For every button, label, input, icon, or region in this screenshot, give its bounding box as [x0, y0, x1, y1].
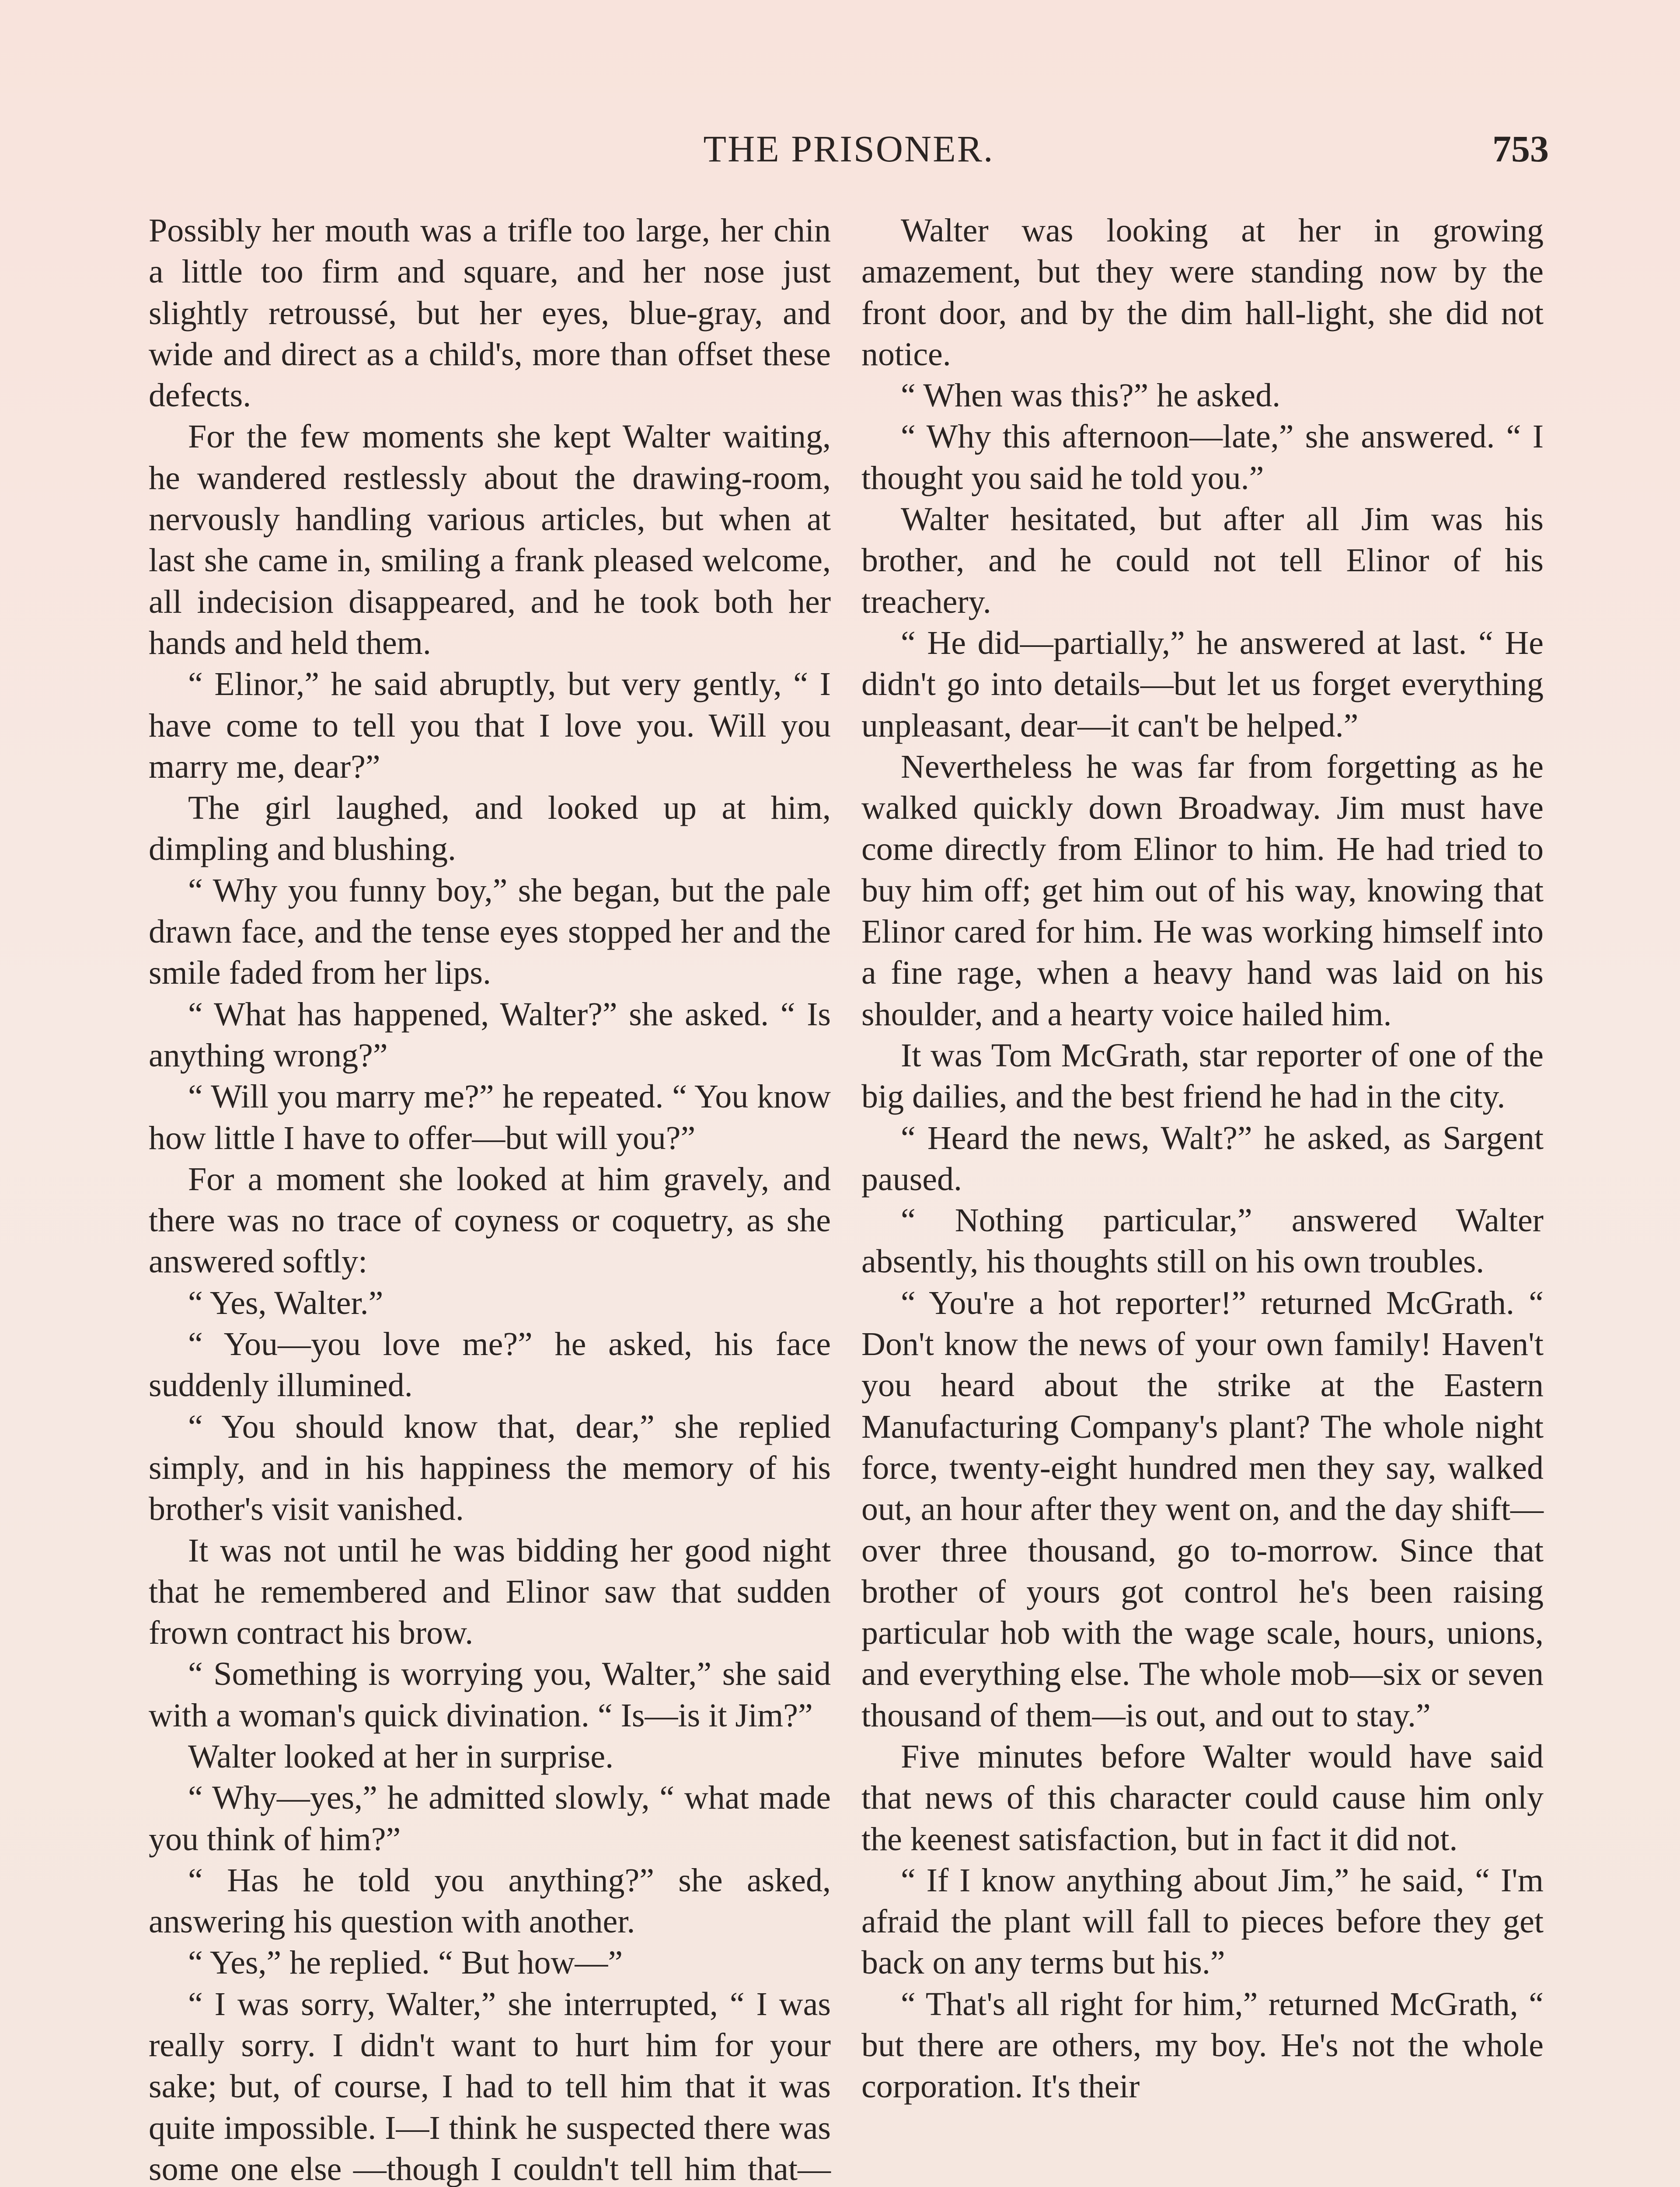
paragraph: “ That's all right for him,” returned McGrath, “ but there are others, my boy. He's not the whole corporation. It's their — [861, 1985, 1544, 2105]
paragraph: “ When was this?” he asked. — [901, 377, 1281, 414]
page-number: 753 — [1492, 128, 1549, 170]
paragraph: “ What has happened, Walter?” she asked. “ Is anything wrong?” — [149, 996, 831, 1074]
paragraph: The girl laughed, and looked up at him, dimpling and blushing. — [149, 790, 831, 868]
paragraph: Walter hesitated, but after all Jim was his brother, and he could not tell Elinor of his treachery. — [861, 501, 1544, 620]
paragraph: “ You're a hot reporter!” returned McGrath. “ Don't know the news of your own family! Haven't you heard about the strike at the Eastern Manufacturing Company's plant? The whole night force, twenty-eight hundred men they say, walked out, an hour after they went on, and the day shift—over three thousand, go to-morrow. Since that brother of yours got control he's been raising particular hob with the wage scale, hours, unions, and everything else. The whole mob—six or seven thousand of them—is out, and out to stay.” — [861, 1284, 1544, 1734]
paragraph: “ Will you marry me?” he repeated. “ You know how little I have to offer—but will you?” — [149, 1078, 831, 1156]
paragraph: For the few moments she kept Walter waiting, he wandered restlessly about the drawing-room, nervously handling various articles, but when at last she came in, smiling a frank pleased welcome, all indecision disappeared, and he took both her hands and held them. — [149, 418, 831, 661]
paragraph: “ He did—partially,” he answered at last. “ He didn't go into details—but let us forget everything unpleasant, dear—it can't be helped.” — [861, 624, 1544, 744]
paragraph: “ Something is worrying you, Walter,” she said with a woman's quick divination. “ Is—is it Jim?” — [149, 1656, 831, 1734]
paragraph: It was not until he was bidding her good night that he remembered and Elinor saw that sudden frown contract his brow. — [149, 1532, 831, 1652]
paragraph: Possibly her mouth was a trifle too large, her chin a little too firm and square, and her nose just slightly retroussé, but her eyes, blue-gray, and wide and direct as a child's, more than offset these defects. — [149, 212, 831, 414]
paragraph: “ You—you love me?” he asked, his face suddenly illumined. — [149, 1326, 831, 1404]
paragraph: “ Has he told you anything?” she asked, answering his question with another. — [149, 1862, 831, 1940]
paragraph: Nevertheless he was far from forgetting as he walked quickly down Broadway. Jim must have come directly from Elinor to him. He had tried to buy him off; get him out of his way, knowing that Elinor cared for him. He was working himself into a fine rage, when a heavy hand was laid on his shoulder, and a hearty voice hailed him. — [861, 748, 1544, 1033]
paragraph: “ Nothing particular,” answered Walter absently, his thoughts still on his own troubles. — [861, 1202, 1544, 1280]
paragraph: “ Why this afternoon—late,” she answered. “ I thought you said he told you.” — [861, 418, 1544, 496]
paragraph: “ Yes, Walter.” — [188, 1284, 383, 1321]
paragraph: Walter looked at her in surprise. — [188, 1738, 614, 1775]
paragraph: “ Elinor,” he said abruptly, but very gently, “ I have come to tell you that I love you. Will you marry me, dear?” — [149, 666, 831, 785]
paragraph: “ Why—yes,” he admitted slowly, “ what made you think of him?” — [149, 1779, 831, 1858]
left-column — [149, 210, 831, 2187]
paragraph: “ Yes,” he replied. “ But how—” — [188, 1944, 623, 1981]
paragraph: Walter was looking at her in growing amazement, but they were standing now by the front door, and by the dim hall-light, she did not notice. — [861, 212, 1544, 373]
paragraph: It was Tom McGrath, star reporter of one of the big dailies, and the best friend he had in the city. — [861, 1037, 1544, 1115]
paragraph: “ You should know that, dear,” she replied simply, and in his happiness the memory of his brother's visit vanished. — [149, 1408, 831, 1528]
running-title: THE PRISONER. — [703, 128, 994, 170]
paragraph: For a moment she looked at him gravely, and there was no trace of coyness or coquetry, as she answered softly: — [149, 1160, 831, 1280]
running-header — [149, 127, 1549, 179]
paragraph: “ Why you funny boy,” she began, but the pale drawn face, and the tense eyes stopped her and the smile faded from her lips. — [149, 872, 831, 992]
paragraph: “ If I know anything about Jim,” he said, “ I'm afraid the plant will fall to pieces before they get back on any terms but his.” — [861, 1862, 1544, 1981]
paragraph: “ Heard the news, Walt?” he asked, as Sargent paused. — [861, 1119, 1544, 1198]
right-column — [861, 210, 1544, 2107]
paragraph: Five minutes before Walter would have said that news of this character could cause him only the keenest satisfaction, but in fact it did not. — [861, 1738, 1544, 1858]
paragraph: “ I was sorry, Walter,” she interrupted, “ I was really sorry. I didn't want to hurt him for your sake; but, of course, I had to tell him that it was quite impossible. I—I think he suspected there was some one else —though I couldn't tell him that— — [149, 1985, 831, 2187]
